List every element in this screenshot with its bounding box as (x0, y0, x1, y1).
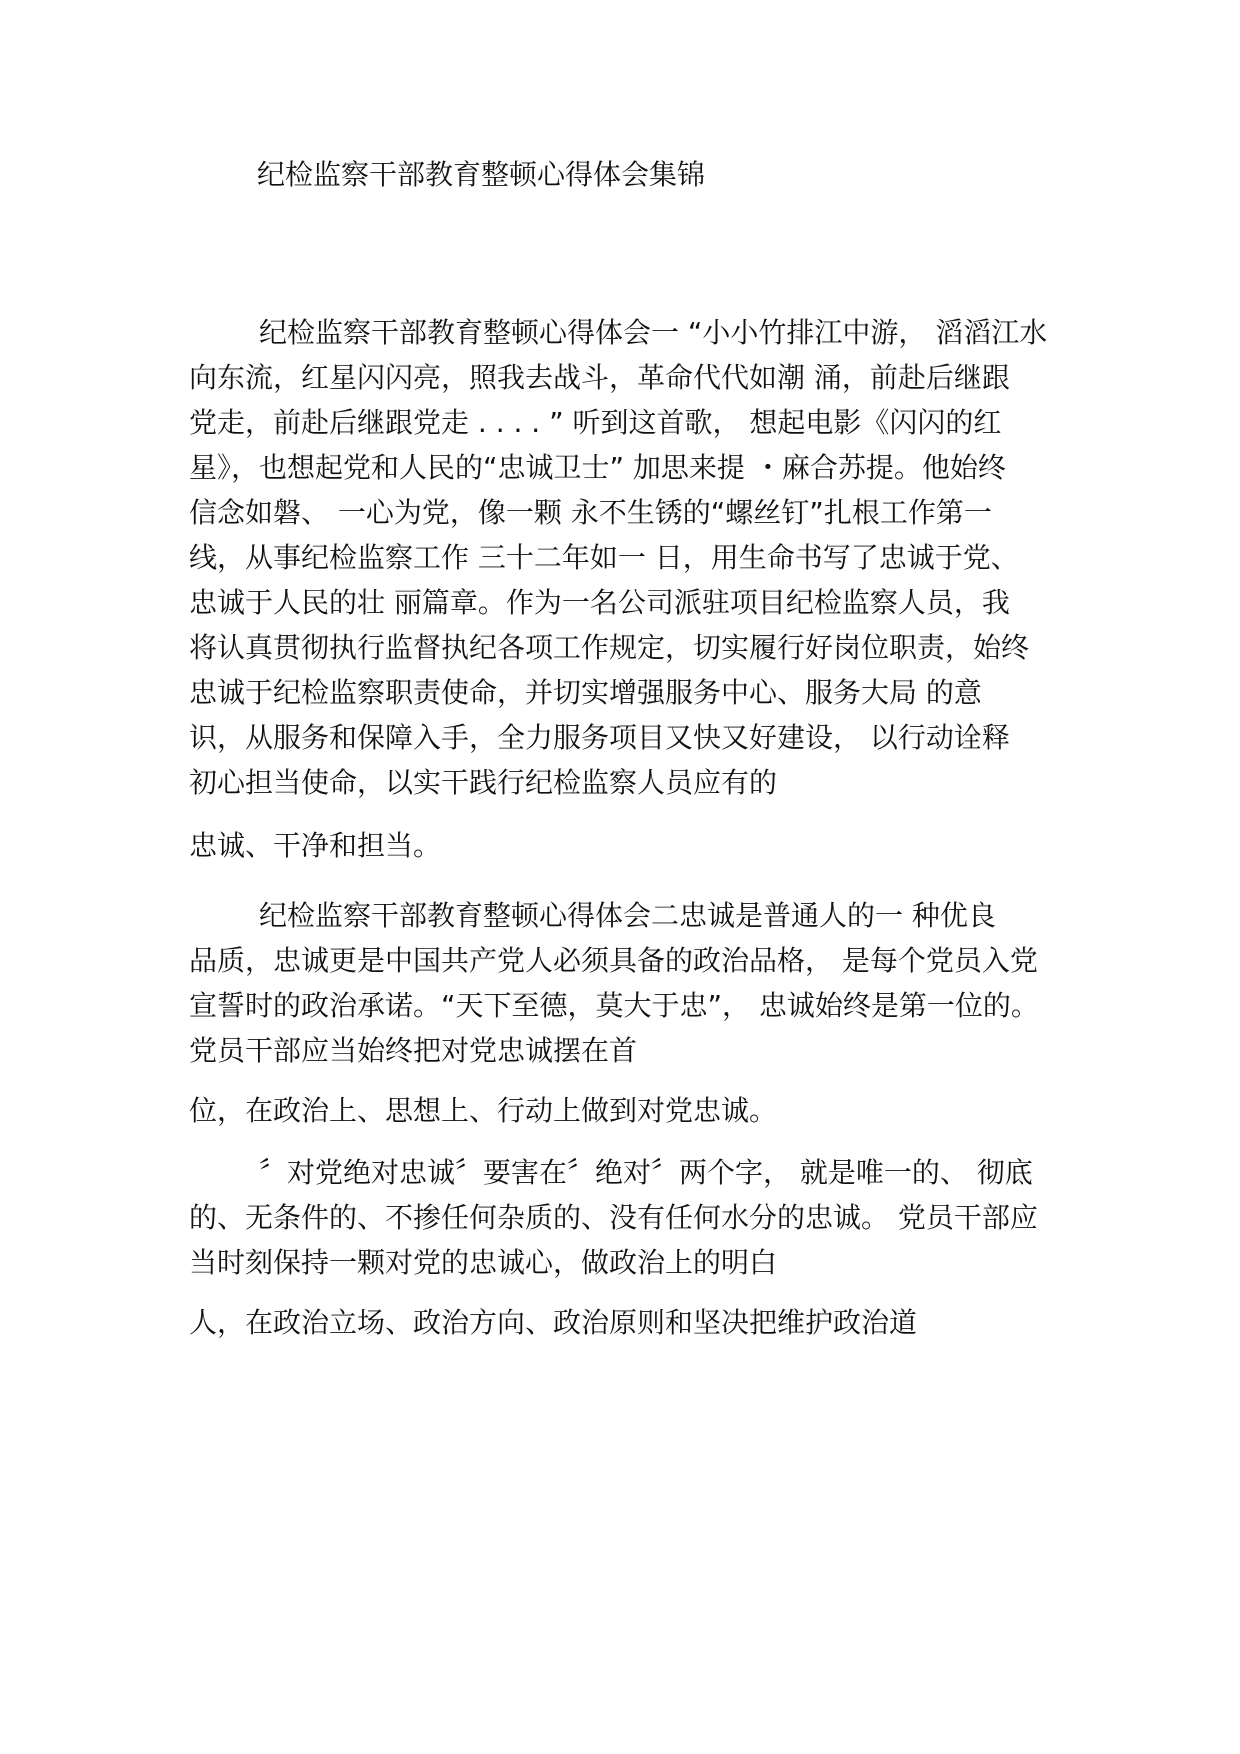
paragraph-line: 初心担当使命，以实干践行纪检监察人员应有的 (189, 766, 778, 799)
paragraph-2 (189, 893, 1069, 1073)
paragraph-line: 党员干部应当始终把对党忠诚摆在首 (189, 1034, 638, 1067)
document-title: 纪检监察干部教育整顿心得体会集锦 (257, 158, 706, 191)
paragraph-line: 将认真贯彻执行监督执纪各项工作规定，切实履行好岗位职责，始终 (189, 631, 1030, 664)
paragraph-1-continuation (189, 823, 1069, 868)
paragraph-3 (189, 1150, 1069, 1285)
paragraph-line: 的、无条件的、不掺任何杂质的、没有任何水分的忠诚。 党员干部应 (189, 1201, 1038, 1234)
paragraph-1 (189, 310, 1069, 805)
paragraph-2-continuation (189, 1088, 1069, 1133)
paragraph-line: 位，在政治上、思想上、行动上做到对党忠诚。 (189, 1094, 778, 1127)
paragraph-line: 忠诚、干净和担当。 (189, 829, 442, 862)
paragraph-line: 忠诚于纪检监察职责使命，并切实增强服务中心、服务大局 的意 (189, 676, 982, 709)
paragraph-line: 〞对党绝对忠诚〞要害在〞绝对〞两个字， 就是唯一的、 彻底 (259, 1156, 1033, 1189)
paragraph-line: 识，从服务和保障入手，全力服务项目又快又好建设， 以行动诠释 (189, 721, 1010, 754)
paragraph-line: 纪检监察干部教育整顿心得体会一 “小小竹排江中游， 滔滔江水 (259, 316, 1048, 349)
paragraph-3-continuation (189, 1300, 1069, 1345)
paragraph-line: 纪检监察干部教育整顿心得体会二忠诚是普通人的一 种优良 (259, 899, 996, 932)
paragraph-line: 信念如磐、 一心为党，像一颗 永不生锈的“螺丝钉”扎根工作第一 (189, 496, 992, 529)
paragraph-line: 忠诚于人民的壮 丽篇章。作为一名公司派驻项目纪检监察人员，我 (189, 586, 1010, 619)
paragraph-line: 党走，前赴后继跟党走 . . . . ” 听到这首歌， 想起电影《闪闪的红 (189, 406, 1002, 439)
paragraph-line: 品质，忠诚更是中国共产党人必须具备的政治品格， 是每个党员入党 (189, 944, 1038, 977)
paragraph-line: 宣誓时的政治承诺。“天下至德，莫大于忠”， 忠诚始终是第一位的。 (189, 989, 1039, 1022)
paragraph-line: 星》，也想起党和人民的“忠诚卫士” 加思来提 ・麻合苏提。他始终 (189, 451, 1006, 484)
paragraph-line: 人，在政治立场、政治方向、政治原则和坚决把维护政治道 (189, 1306, 918, 1339)
paragraph-line: 向东流，红星闪闪亮，照我去战斗，革命代代如潮 涌，前赴后继跟 (189, 361, 1010, 394)
paragraph-line: 当时刻保持一颗对党的忠诚心，做政治上的明白 (189, 1246, 778, 1279)
paragraph-line: 线，从事纪检监察工作 三十二年如一 日，用生命书写了忠诚于党、 (189, 541, 1019, 574)
